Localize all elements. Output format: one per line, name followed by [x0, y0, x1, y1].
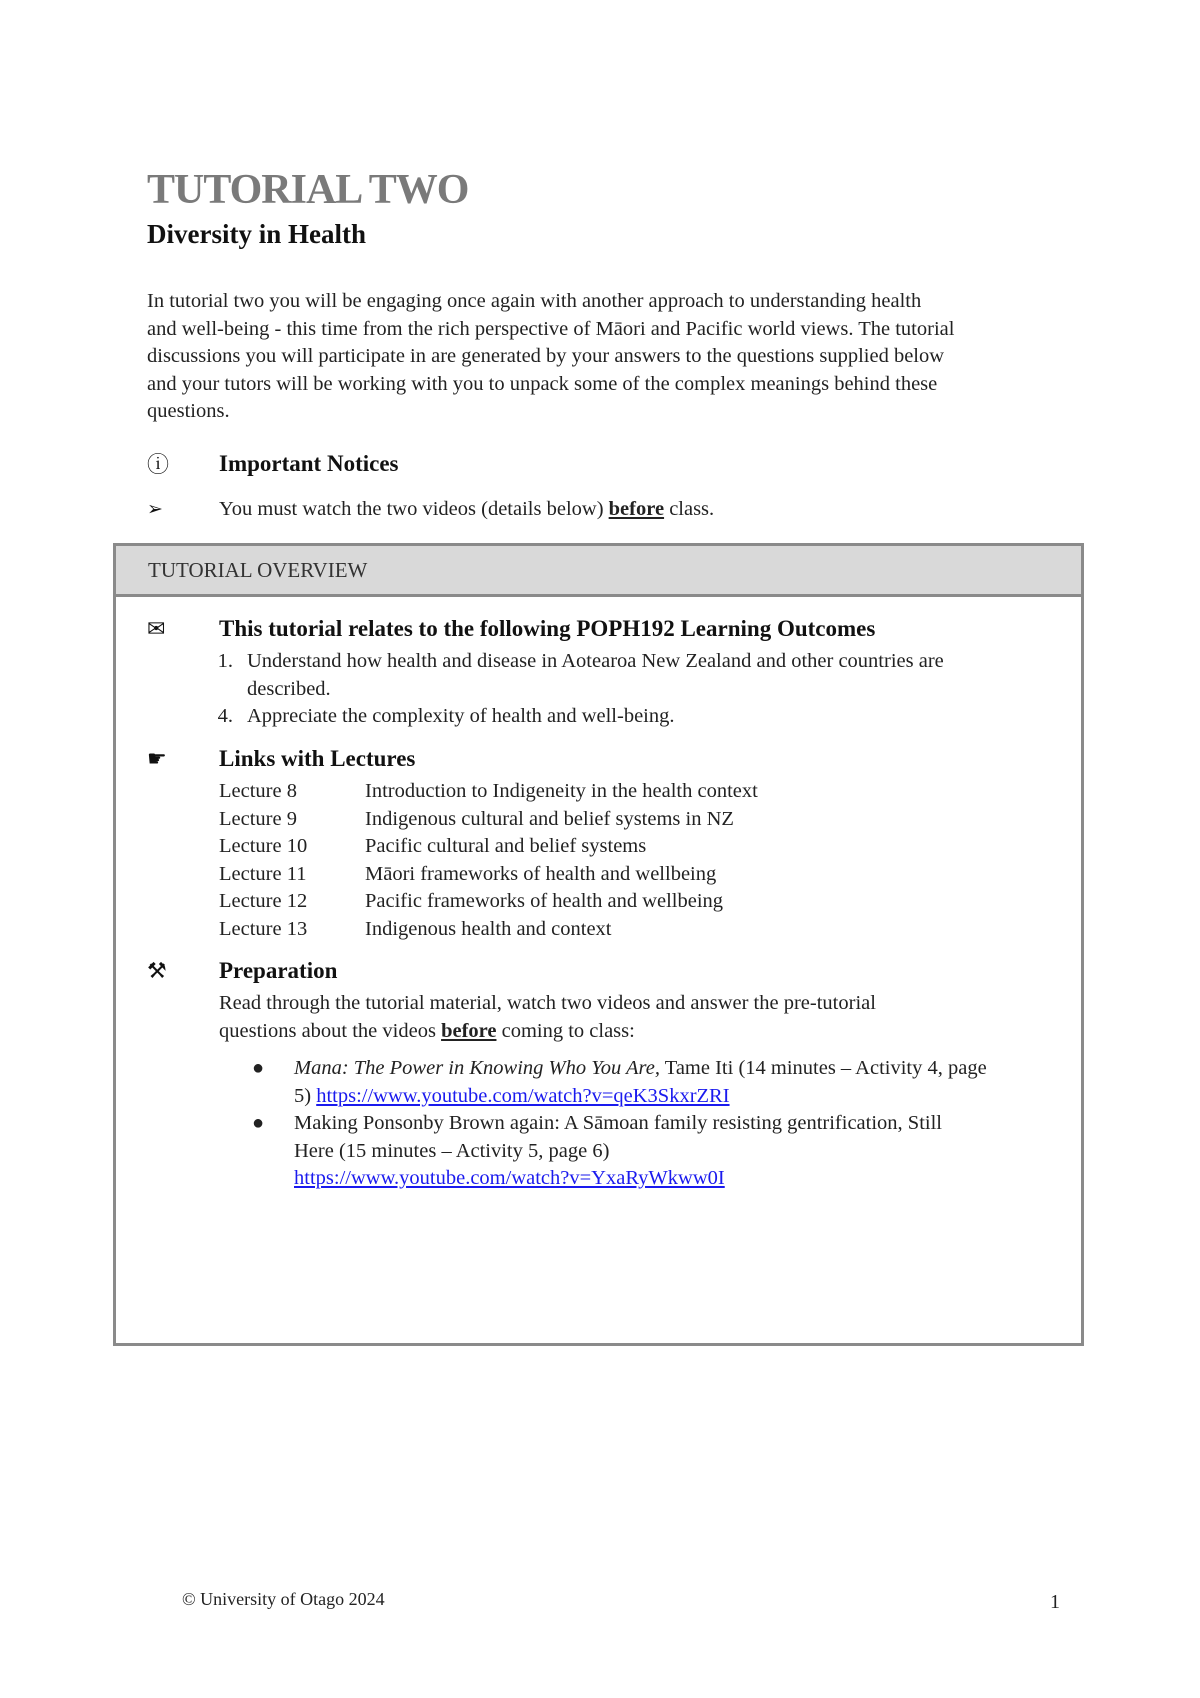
outcome-text-line: Understand how health and disease in Aotearoa New Zealand and other countries are: [247, 650, 944, 672]
lecture-title: Pacific cultural and belief systems: [365, 835, 647, 857]
lecture-number: Lecture 12: [219, 890, 308, 912]
important-notices-heading-row: [147, 448, 399, 479]
list-item: [219, 703, 944, 731]
lectures-heading: Links with Lectures: [219, 746, 416, 771]
video-details: Tame Iti (14 minutes – Activity 4, page: [659, 1057, 987, 1079]
video-line: Making Ponsonby Brown again: A Sāmoan family resisting gentrification, Still: [294, 1112, 942, 1134]
learning-outcomes-list: [219, 648, 944, 731]
video-list: [252, 1055, 987, 1193]
list-item: [219, 648, 944, 703]
notice-text-after: class.: [664, 498, 715, 520]
lecture-title: Māori frameworks of health and wellbeing: [365, 862, 717, 885]
preparation-text-after: coming to class:: [496, 1019, 635, 1042]
preparation-emphasis: before: [441, 1019, 497, 1042]
video-link[interactable]: https://www.youtube.com/watch?v=YxaRyWkww0I: [294, 1167, 725, 1189]
preparation-text: [219, 990, 876, 1045]
lecture-number: Lecture 8: [219, 780, 297, 802]
list-item: [219, 888, 758, 916]
video-text: [294, 1055, 987, 1110]
list-item: [219, 916, 758, 944]
lecture-title: Pacific frameworks of health and wellbeing: [365, 890, 724, 912]
video-page: 5): [294, 1084, 317, 1107]
arrow-bullet-icon: ➢: [147, 499, 163, 520]
video-link[interactable]: https://www.youtube.com/watch?v=qeK3SkxrZRI: [316, 1084, 730, 1107]
notice-emphasis: before: [608, 498, 665, 520]
intro-paragraph: [147, 288, 1067, 426]
tools-icon: ⚒: [147, 958, 167, 983]
list-item: [219, 861, 758, 889]
bullet-icon: ●: [252, 1057, 265, 1079]
lecture-number: Lecture 11: [219, 862, 307, 885]
video-line: [294, 1083, 987, 1111]
intro-line: and your tutors will be working with you to unpack some of the complex meanings behind these: [147, 372, 938, 395]
preparation-heading: Preparation: [219, 958, 338, 983]
list-item: [219, 778, 758, 806]
outcome-text: [247, 648, 944, 703]
page-number: 1: [1050, 1591, 1060, 1613]
video-title: Mana: The Power in Knowing Who You Are,: [294, 1057, 660, 1079]
lecture-title: Introduction to Indigeneity in the health context: [365, 780, 758, 802]
video-line: Here (15 minutes – Activity 5, page 6): [294, 1139, 610, 1162]
lecture-number: Lecture 13: [219, 917, 308, 940]
page-title: TUTORIAL TWO: [147, 167, 469, 213]
list-item: [252, 1055, 987, 1110]
page-subtitle: Diversity in Health: [147, 219, 366, 249]
list-item: [219, 806, 758, 834]
notice-text-before: You must watch the two videos (details below): [219, 498, 609, 520]
intro-line: In tutorial two you will be engaging once again with another approach to understanding health: [147, 290, 922, 312]
lectures-list: [219, 778, 758, 943]
lecture-number: Lecture 10: [219, 835, 308, 857]
lecture-number: Lecture 9: [219, 807, 297, 830]
video-text: [294, 1110, 942, 1193]
list-item: [219, 833, 758, 861]
intro-line: and well-being - this time from the rich perspective of Māori and Pacific world views. The tutorial: [147, 317, 955, 340]
video-line: [294, 1055, 987, 1083]
notice-item: [147, 498, 714, 521]
envelope-icon: ✉: [147, 616, 166, 641]
lecture-title: Indigenous cultural and belief systems in NZ: [365, 807, 734, 830]
bullet-icon: ●: [252, 1112, 265, 1134]
outcome-number: 1.: [217, 650, 233, 672]
tutorial-overview-header: TUTORIAL OVERVIEW: [116, 546, 1081, 597]
preparation-line: Read through the tutorial material, watch two videos and answer the pre-tutorial: [219, 992, 876, 1014]
outcome-text: Appreciate the complexity of health and well-being.: [247, 705, 675, 727]
outcome-text-line: described.: [247, 677, 331, 700]
outcome-number: 4.: [217, 705, 233, 727]
preparation-text-before: questions about the videos: [219, 1019, 442, 1042]
learning-outcomes-heading: This tutorial relates to the following POPH192 Learning Outcomes: [219, 616, 876, 641]
lecture-title: Indigenous health and context: [365, 917, 612, 940]
footer-copyright: © University of Otago 2024: [182, 1589, 385, 1609]
intro-line: discussions you will participate in are generated by your answers to the questions supplied below: [147, 345, 945, 367]
info-icon: ⓘ: [147, 452, 170, 477]
preparation-line: [219, 1018, 876, 1046]
notice-text: [219, 498, 714, 521]
list-item: [252, 1110, 987, 1193]
intro-line: questions.: [147, 400, 230, 422]
pointing-hand-icon: ☛: [147, 746, 167, 771]
important-notices-heading: Important Notices: [219, 450, 399, 476]
